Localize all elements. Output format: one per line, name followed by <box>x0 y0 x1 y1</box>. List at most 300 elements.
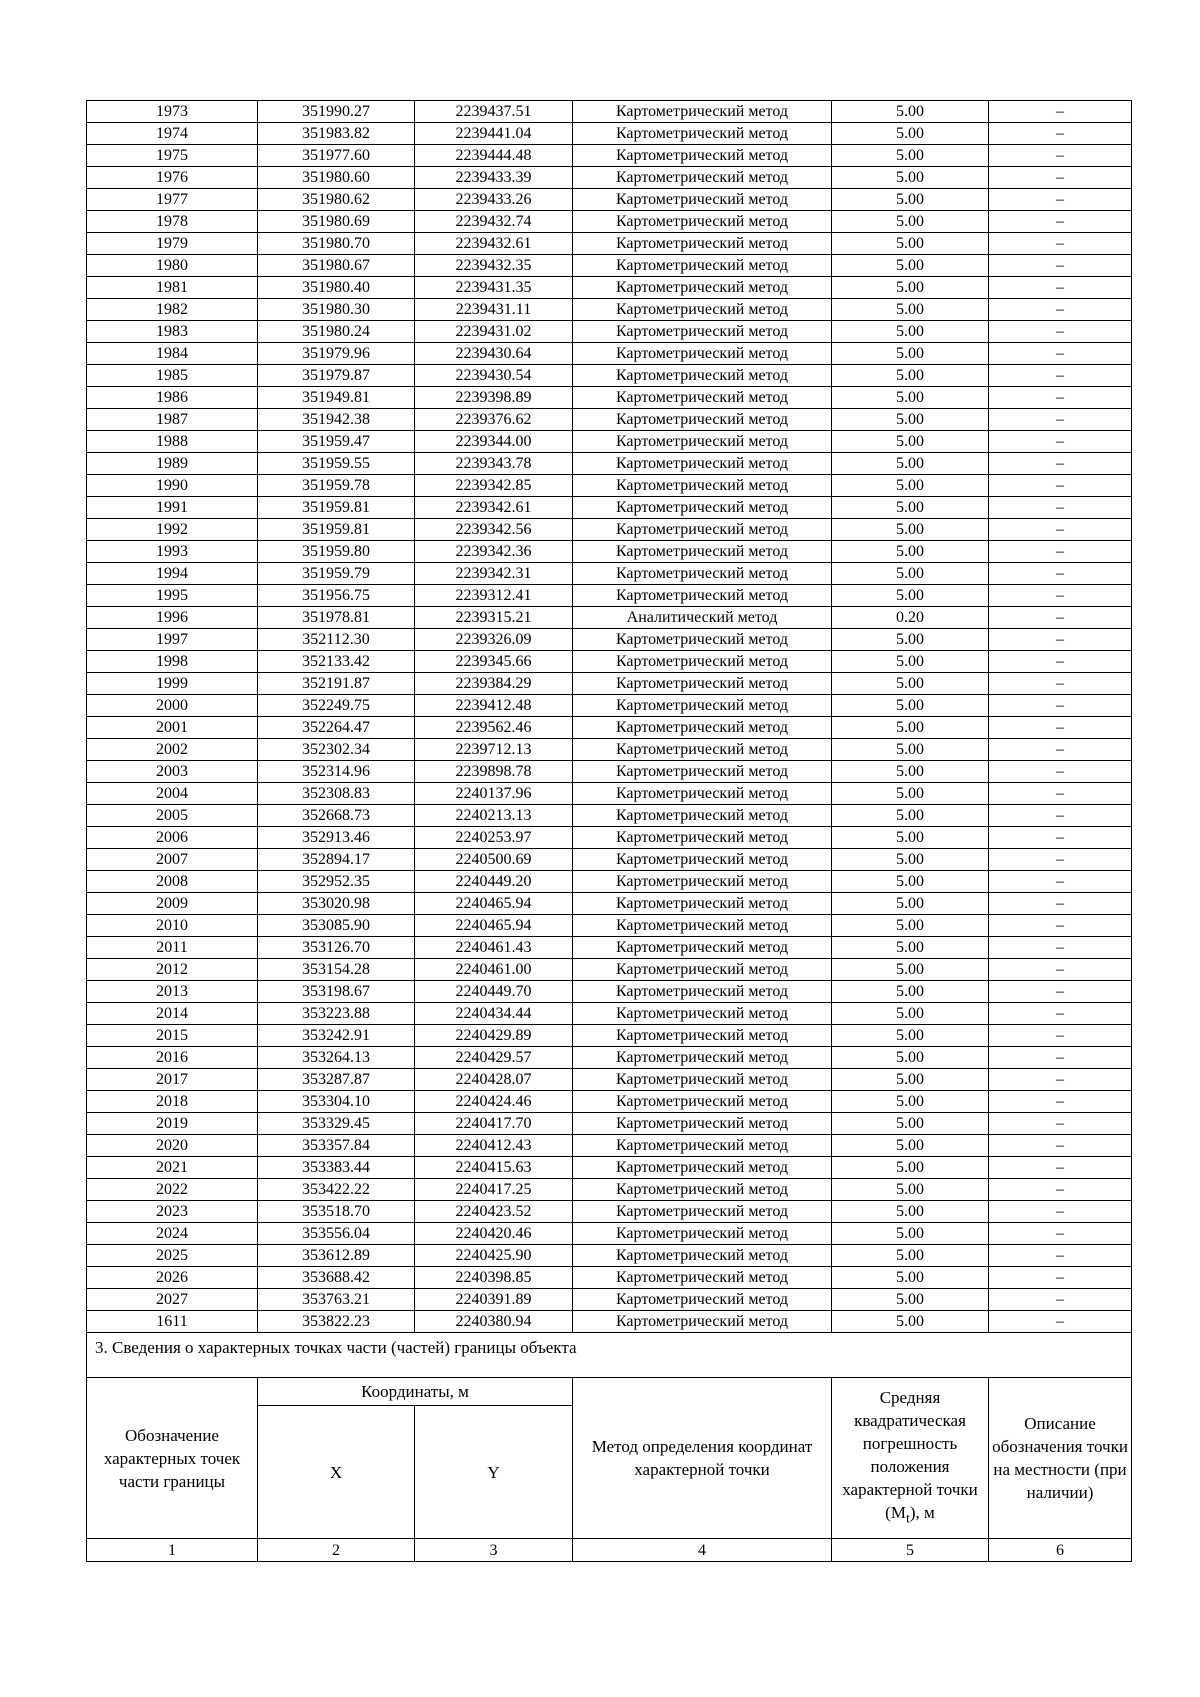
cell-method: Картометрический метод <box>573 277 832 299</box>
cell-error: 5.00 <box>832 387 989 409</box>
table-row <box>87 409 1132 431</box>
cell-error: 5.00 <box>832 1091 989 1113</box>
cell-x: 352308.83 <box>258 783 415 805</box>
cell-method: Картометрический метод <box>573 959 832 981</box>
header-x: X <box>258 1405 415 1539</box>
table-row <box>87 365 1132 387</box>
cell-error: 5.00 <box>832 1201 989 1223</box>
cell-method: Картометрический метод <box>573 299 832 321</box>
cell-error: 5.00 <box>832 519 989 541</box>
cell-description: – <box>989 783 1132 805</box>
table-row <box>87 321 1132 343</box>
cell-description: – <box>989 651 1132 673</box>
cell-y: 2240380.94 <box>415 1311 573 1333</box>
cell-point-id: 2011 <box>87 937 258 959</box>
cell-point-id: 1980 <box>87 255 258 277</box>
cell-x: 351959.81 <box>258 497 415 519</box>
cell-method: Картометрический метод <box>573 343 832 365</box>
table-row <box>87 189 1132 211</box>
cell-y: 2239444.48 <box>415 145 573 167</box>
cell-description: – <box>989 629 1132 651</box>
cell-y: 2239432.61 <box>415 233 573 255</box>
cell-point-id: 1989 <box>87 453 258 475</box>
cell-point-id: 2015 <box>87 1025 258 1047</box>
table-row <box>87 299 1132 321</box>
cell-x: 351959.79 <box>258 563 415 585</box>
cell-error: 5.00 <box>832 739 989 761</box>
cell-y: 2239342.31 <box>415 563 573 585</box>
cell-description: – <box>989 937 1132 959</box>
cell-method: Картометрический метод <box>573 915 832 937</box>
cell-method: Картометрический метод <box>573 1025 832 1047</box>
cell-point-id: 1991 <box>87 497 258 519</box>
cell-error: 5.00 <box>832 849 989 871</box>
table-row <box>87 145 1132 167</box>
cell-description: – <box>989 1245 1132 1267</box>
cell-x: 353304.10 <box>258 1091 415 1113</box>
cell-description: – <box>989 475 1132 497</box>
cell-x: 352249.75 <box>258 695 415 717</box>
table-row <box>87 277 1132 299</box>
header-point-description: Описание обозначения точки на местности (при наличии) <box>989 1378 1132 1539</box>
cell-method: Картометрический метод <box>573 937 832 959</box>
table-row <box>87 1025 1132 1047</box>
cell-description: – <box>989 409 1132 431</box>
cell-point-id: 2001 <box>87 717 258 739</box>
cell-method: Картометрический метод <box>573 1311 832 1333</box>
cell-y: 2239342.61 <box>415 497 573 519</box>
cell-point-id: 1992 <box>87 519 258 541</box>
column-number: 6 <box>989 1539 1132 1562</box>
cell-x: 352913.46 <box>258 827 415 849</box>
cell-x: 351977.60 <box>258 145 415 167</box>
cell-x: 351980.62 <box>258 189 415 211</box>
cell-method: Картометрический метод <box>573 673 832 695</box>
cell-point-id: 1993 <box>87 541 258 563</box>
table-row <box>87 1179 1132 1201</box>
cell-y: 2240398.85 <box>415 1267 573 1289</box>
table-row <box>87 739 1132 761</box>
cell-error: 5.00 <box>832 1223 989 1245</box>
cell-y: 2240423.52 <box>415 1201 573 1223</box>
cell-method: Картометрический метод <box>573 1069 832 1091</box>
cell-error: 5.00 <box>832 167 989 189</box>
cell-description: – <box>989 1201 1132 1223</box>
cell-point-id: 1611 <box>87 1311 258 1333</box>
cell-point-id: 1990 <box>87 475 258 497</box>
cell-error: 5.00 <box>832 1003 989 1025</box>
table-row <box>87 1267 1132 1289</box>
cell-x: 351949.81 <box>258 387 415 409</box>
header-point-designation: Обозначение характерных точек части границы <box>87 1378 258 1539</box>
table-row <box>87 343 1132 365</box>
cell-point-id: 2017 <box>87 1069 258 1091</box>
column-number: 5 <box>832 1539 989 1562</box>
cell-point-id: 2004 <box>87 783 258 805</box>
cell-method: Картометрический метод <box>573 827 832 849</box>
table-row <box>87 673 1132 695</box>
cell-x: 351978.81 <box>258 607 415 629</box>
points-table-body <box>87 101 1132 1333</box>
cell-error: 5.00 <box>832 277 989 299</box>
cell-method: Картометрический метод <box>573 365 832 387</box>
cell-error: 5.00 <box>832 937 989 959</box>
cell-method: Картометрический метод <box>573 189 832 211</box>
cell-x: 351990.27 <box>258 101 415 123</box>
cell-x: 351959.80 <box>258 541 415 563</box>
cell-x: 353763.21 <box>258 1289 415 1311</box>
cell-x: 353154.28 <box>258 959 415 981</box>
cell-point-id: 2018 <box>87 1091 258 1113</box>
table-row <box>87 1113 1132 1135</box>
cell-x: 351959.81 <box>258 519 415 541</box>
cell-point-id: 2003 <box>87 761 258 783</box>
header-error-subscript: t <box>905 1510 910 1527</box>
cell-x: 353383.44 <box>258 1157 415 1179</box>
cell-method: Картометрический метод <box>573 255 832 277</box>
cell-method: Картометрический метод <box>573 167 832 189</box>
cell-error: 5.00 <box>832 695 989 717</box>
cell-description: – <box>989 1267 1132 1289</box>
cell-x: 353264.13 <box>258 1047 415 1069</box>
cell-description: – <box>989 959 1132 981</box>
cell-description: – <box>989 1025 1132 1047</box>
cell-error: 5.00 <box>832 189 989 211</box>
cell-method: Картометрический метод <box>573 431 832 453</box>
table-row <box>87 211 1132 233</box>
cell-point-id: 1987 <box>87 409 258 431</box>
cell-x: 351979.87 <box>258 365 415 387</box>
cell-point-id: 2024 <box>87 1223 258 1245</box>
table-row <box>87 1003 1132 1025</box>
cell-method: Картометрический метод <box>573 497 832 519</box>
cell-y: 2239312.41 <box>415 585 573 607</box>
cell-error: 5.00 <box>832 321 989 343</box>
table-row <box>87 101 1132 123</box>
cell-x: 353422.22 <box>258 1179 415 1201</box>
cell-method: Картометрический метод <box>573 1289 832 1311</box>
cell-description: – <box>989 189 1132 211</box>
cell-error: 5.00 <box>832 299 989 321</box>
cell-point-id: 1994 <box>87 563 258 585</box>
cell-error: 5.00 <box>832 673 989 695</box>
cell-description: – <box>989 167 1132 189</box>
cell-y: 2239412.48 <box>415 695 573 717</box>
cell-error: 5.00 <box>832 123 989 145</box>
cell-x: 351980.24 <box>258 321 415 343</box>
cell-method: Картометрический метод <box>573 211 832 233</box>
cell-description: – <box>989 893 1132 915</box>
cell-y: 2240449.20 <box>415 871 573 893</box>
table-row <box>87 893 1132 915</box>
cell-method: Картометрический метод <box>573 629 832 651</box>
cell-error: 5.00 <box>832 1311 989 1333</box>
cell-method: Картометрический метод <box>573 981 832 1003</box>
cell-y: 2239384.29 <box>415 673 573 695</box>
cell-x: 352302.34 <box>258 739 415 761</box>
cell-y: 2240412.43 <box>415 1135 573 1157</box>
table-row <box>87 453 1132 475</box>
cell-point-id: 2005 <box>87 805 258 827</box>
cell-method: Картометрический метод <box>573 695 832 717</box>
cell-point-id: 2000 <box>87 695 258 717</box>
cell-error: 5.00 <box>832 1069 989 1091</box>
cell-method: Картометрический метод <box>573 893 832 915</box>
table-row <box>87 783 1132 805</box>
cell-y: 2239376.62 <box>415 409 573 431</box>
cell-error: 5.00 <box>832 1135 989 1157</box>
cell-point-id: 2023 <box>87 1201 258 1223</box>
cell-point-id: 2012 <box>87 959 258 981</box>
cell-point-id: 2002 <box>87 739 258 761</box>
table-row <box>87 1289 1132 1311</box>
cell-error: 5.00 <box>832 145 989 167</box>
cell-method: Картометрический метод <box>573 563 832 585</box>
table-row <box>87 1223 1132 1245</box>
cell-description: – <box>989 365 1132 387</box>
cell-description: – <box>989 827 1132 849</box>
cell-method: Картометрический метод <box>573 1003 832 1025</box>
cell-point-id: 2009 <box>87 893 258 915</box>
header-y: Y <box>415 1405 573 1539</box>
cell-description: – <box>989 233 1132 255</box>
cell-point-id: 1999 <box>87 673 258 695</box>
cell-y: 2239343.78 <box>415 453 573 475</box>
cell-description: – <box>989 981 1132 1003</box>
table-row <box>87 607 1132 629</box>
cell-error: 5.00 <box>832 475 989 497</box>
cell-point-id: 1982 <box>87 299 258 321</box>
cell-description: – <box>989 299 1132 321</box>
cell-x: 353688.42 <box>258 1267 415 1289</box>
cell-description: – <box>989 321 1132 343</box>
cell-point-id: 2008 <box>87 871 258 893</box>
cell-y: 2239562.46 <box>415 717 573 739</box>
cell-x: 351942.38 <box>258 409 415 431</box>
cell-description: – <box>989 211 1132 233</box>
table-row <box>87 1135 1132 1157</box>
column-number: 2 <box>258 1539 415 1562</box>
table-row <box>87 167 1132 189</box>
cell-y: 2240391.89 <box>415 1289 573 1311</box>
cell-method: Картометрический метод <box>573 101 832 123</box>
cell-y: 2240429.89 <box>415 1025 573 1047</box>
cell-error: 5.00 <box>832 365 989 387</box>
cell-description: – <box>989 739 1132 761</box>
column-number: 1 <box>87 1539 258 1562</box>
cell-method: Картометрический метод <box>573 739 832 761</box>
cell-y: 2239430.64 <box>415 343 573 365</box>
cell-description: – <box>989 1091 1132 1113</box>
table-row <box>87 871 1132 893</box>
table-row <box>87 1245 1132 1267</box>
cell-method: Картометрический метод <box>573 475 832 497</box>
cell-x: 352112.30 <box>258 629 415 651</box>
cell-error: 5.00 <box>832 585 989 607</box>
cell-description: – <box>989 1003 1132 1025</box>
cell-point-id: 1973 <box>87 101 258 123</box>
cell-x: 351979.96 <box>258 343 415 365</box>
cell-y: 2240213.13 <box>415 805 573 827</box>
cell-point-id: 1975 <box>87 145 258 167</box>
cell-point-id: 1984 <box>87 343 258 365</box>
boundary-points-sheet <box>86 100 1131 1562</box>
cell-error: 5.00 <box>832 431 989 453</box>
table-row <box>87 651 1132 673</box>
cell-method: Картометрический метод <box>573 849 832 871</box>
cell-x: 351980.60 <box>258 167 415 189</box>
table-row <box>87 629 1132 651</box>
cell-x: 353020.98 <box>258 893 415 915</box>
table-row <box>87 1201 1132 1223</box>
cell-x: 352894.17 <box>258 849 415 871</box>
header-error-unit: ), м <box>909 1503 935 1522</box>
table-row <box>87 585 1132 607</box>
table-row <box>87 805 1132 827</box>
cell-description: – <box>989 101 1132 123</box>
cell-description: – <box>989 519 1132 541</box>
cell-method: Аналитический метод <box>573 607 832 629</box>
cell-y: 2240415.63 <box>415 1157 573 1179</box>
cell-x: 352952.35 <box>258 871 415 893</box>
cell-method: Картометрический метод <box>573 1201 832 1223</box>
cell-error: 5.00 <box>832 959 989 981</box>
cell-y: 2240420.46 <box>415 1223 573 1245</box>
cell-point-id: 1997 <box>87 629 258 651</box>
table-row <box>87 981 1132 1003</box>
cell-point-id: 1979 <box>87 233 258 255</box>
cell-error: 5.00 <box>832 1157 989 1179</box>
cell-error: 5.00 <box>832 629 989 651</box>
cell-description: – <box>989 1179 1132 1201</box>
cell-description: – <box>989 1157 1132 1179</box>
table-row <box>87 695 1132 717</box>
cell-description: – <box>989 123 1132 145</box>
table-row <box>87 475 1132 497</box>
cell-error: 5.00 <box>832 409 989 431</box>
table-row <box>87 761 1132 783</box>
cell-description: – <box>989 1289 1132 1311</box>
cell-y: 2239431.02 <box>415 321 573 343</box>
cell-description: – <box>989 915 1132 937</box>
cell-error: 5.00 <box>832 1245 989 1267</box>
cell-description: – <box>989 1311 1132 1333</box>
table-row <box>87 123 1132 145</box>
cell-method: Картометрический метод <box>573 1179 832 1201</box>
cell-error: 5.00 <box>832 827 989 849</box>
cell-point-id: 1986 <box>87 387 258 409</box>
cell-method: Картометрический метод <box>573 1245 832 1267</box>
cell-y: 2239342.36 <box>415 541 573 563</box>
cell-y: 2239315.21 <box>415 607 573 629</box>
cell-x: 352133.42 <box>258 651 415 673</box>
cell-y: 2240429.57 <box>415 1047 573 1069</box>
cell-description: – <box>989 1047 1132 1069</box>
header-method: Метод определения координат характерной точки <box>573 1378 832 1539</box>
cell-description: – <box>989 1135 1132 1157</box>
cell-error: 5.00 <box>832 1113 989 1135</box>
cell-error: 5.00 <box>832 915 989 937</box>
table-row <box>87 431 1132 453</box>
cell-point-id: 1977 <box>87 189 258 211</box>
cell-point-id: 2013 <box>87 981 258 1003</box>
cell-description: – <box>989 277 1132 299</box>
cell-x: 353556.04 <box>258 1223 415 1245</box>
cell-description: – <box>989 607 1132 629</box>
cell-x: 351980.67 <box>258 255 415 277</box>
cell-y: 2239432.74 <box>415 211 573 233</box>
cell-point-id: 2010 <box>87 915 258 937</box>
cell-error: 5.00 <box>832 1179 989 1201</box>
cell-y: 2239345.66 <box>415 651 573 673</box>
cell-error: 5.00 <box>832 893 989 915</box>
cell-y: 2239437.51 <box>415 101 573 123</box>
cell-description: – <box>989 255 1132 277</box>
cell-y: 2239342.56 <box>415 519 573 541</box>
cell-y: 2240434.44 <box>415 1003 573 1025</box>
cell-method: Картометрический метод <box>573 651 832 673</box>
cell-x: 353357.84 <box>258 1135 415 1157</box>
cell-point-id: 1998 <box>87 651 258 673</box>
cell-error: 5.00 <box>832 717 989 739</box>
cell-error: 5.00 <box>832 761 989 783</box>
cell-point-id: 2027 <box>87 1289 258 1311</box>
cell-x: 351959.78 <box>258 475 415 497</box>
cell-method: Картометрический метод <box>573 233 832 255</box>
cell-error: 0.20 <box>832 607 989 629</box>
section-3-block <box>87 1333 1132 1562</box>
cell-method: Картометрический метод <box>573 321 832 343</box>
cell-error: 5.00 <box>832 1025 989 1047</box>
cell-description: – <box>989 453 1132 475</box>
cell-method: Картометрический метод <box>573 387 832 409</box>
cell-description: – <box>989 1069 1132 1091</box>
table-row <box>87 1311 1132 1333</box>
cell-y: 2239431.35 <box>415 277 573 299</box>
cell-method: Картометрический метод <box>573 805 832 827</box>
header-coordinates: Координаты, м <box>258 1378 573 1406</box>
cell-y: 2240425.90 <box>415 1245 573 1267</box>
cell-y: 2240137.96 <box>415 783 573 805</box>
cell-y: 2240253.97 <box>415 827 573 849</box>
cell-method: Картометрический метод <box>573 145 832 167</box>
table-row <box>87 233 1132 255</box>
cell-x: 351956.75 <box>258 585 415 607</box>
cell-x: 353126.70 <box>258 937 415 959</box>
cell-description: – <box>989 541 1132 563</box>
cell-point-id: 1995 <box>87 585 258 607</box>
cell-y: 2239712.13 <box>415 739 573 761</box>
cell-error: 5.00 <box>832 805 989 827</box>
cell-method: Картометрический метод <box>573 541 832 563</box>
cell-point-id: 2007 <box>87 849 258 871</box>
cell-y: 2239326.09 <box>415 629 573 651</box>
cell-point-id: 2026 <box>87 1267 258 1289</box>
cell-method: Картометрический метод <box>573 519 832 541</box>
cell-point-id: 1983 <box>87 321 258 343</box>
cell-point-id: 1985 <box>87 365 258 387</box>
cell-error: 5.00 <box>832 1047 989 1069</box>
cell-point-id: 1988 <box>87 431 258 453</box>
table-row <box>87 1047 1132 1069</box>
cell-method: Картометрический метод <box>573 453 832 475</box>
cell-method: Картометрический метод <box>573 1223 832 1245</box>
cell-method: Картометрический метод <box>573 1267 832 1289</box>
cell-y: 2240417.25 <box>415 1179 573 1201</box>
cell-method: Картометрический метод <box>573 1091 832 1113</box>
cell-x: 351959.47 <box>258 431 415 453</box>
cell-y: 2240500.69 <box>415 849 573 871</box>
